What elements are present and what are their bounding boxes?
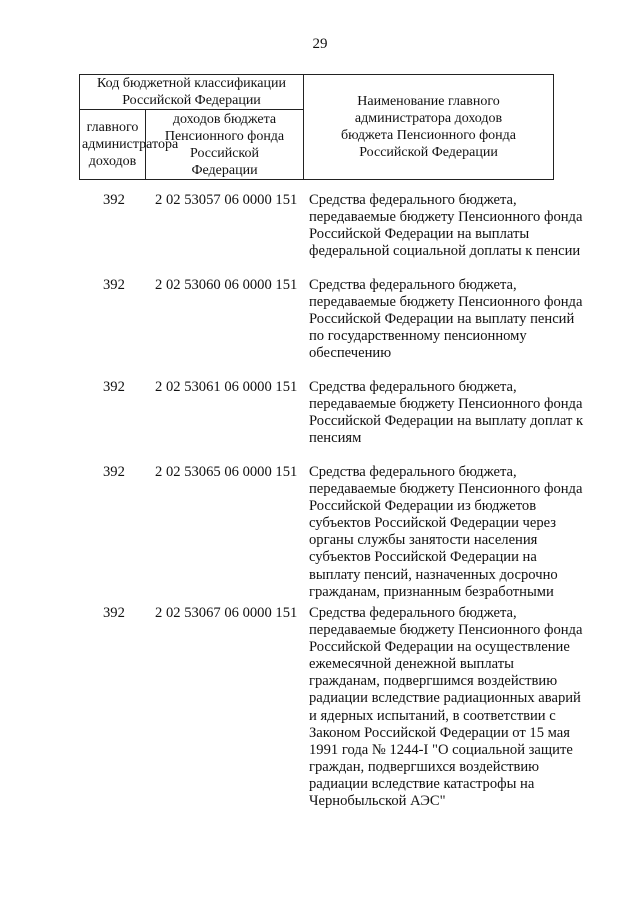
revenue-name: Средства федерального бюджета, передаваемые бюджету Пенсионного фонда Российской Федерации на осуществление ежемесячной денежной выплаты гражданам, подвергшимся воздействию радиации вследствие радиационных аварий и ядерных испытаний, в соответствии с Законом Российской Федерации от 15 мая 1991 года № 1244-I "О социальной защите граждан, подвергшихся воздействию радиации вследствие катастрофы на Чернобыльской АЭС" [309,605,583,810]
revenue-code: 2 02 53067 06 0000 151 [155,605,298,621]
page-number: 29 [312,36,328,52]
admin-column-header: главного администратора доходов [80,110,146,180]
revenue-column-header: доходов бюджета Пенсионного фонда Российской Федерации [146,110,304,180]
revenue-name: Средства федерального бюджета, передаваемые бюджету Пенсионного фонда Российской Федерации на выплату пенсий по государственному пенсионному обеспечению [309,277,583,362]
revenue-code: 2 02 53065 06 0000 151 [155,464,298,480]
admin-code: 392 [103,605,125,621]
admin-code: 392 [103,464,125,480]
table-row [0,192,594,260]
admin-code: 392 [103,277,125,293]
revenue-code: 2 02 53060 06 0000 151 [155,277,298,293]
classification-header-table [79,74,554,180]
table-row [0,605,594,810]
revenue-name: Средства федерального бюджета, передаваемые бюджету Пенсионного фонда Российской Федерации из бюджетов субъектов Российской Федерации через органы службы занятости населения субъектов Российской Федерации на выплату пенсий, назначенных досрочно гражданам, признанным безработными [309,464,583,600]
revenue-code: 2 02 53057 06 0000 151 [155,192,298,208]
table-row [0,379,594,447]
budget-code-title: Код бюджетной классификации Российской Федерации [80,75,304,110]
revenue-name: Средства федерального бюджета, передаваемые бюджету Пенсионного фонда Российской Федерации на выплату доплат к пенсиям [309,379,584,447]
revenue-code: 2 02 53061 06 0000 151 [155,379,298,395]
table-row [0,277,594,362]
table-row [0,464,594,601]
revenue-name: Средства федерального бюджета, передаваемые бюджету Пенсионного фонда Российской Федерации на выплаты федеральной социальной доплаты к пенсии [309,192,583,260]
admin-code: 392 [103,192,125,208]
admin-code: 392 [103,379,125,395]
name-column-header: Наименование главного администратора доходов бюджета Пенсионного фонда Российской Федерации [304,75,554,180]
